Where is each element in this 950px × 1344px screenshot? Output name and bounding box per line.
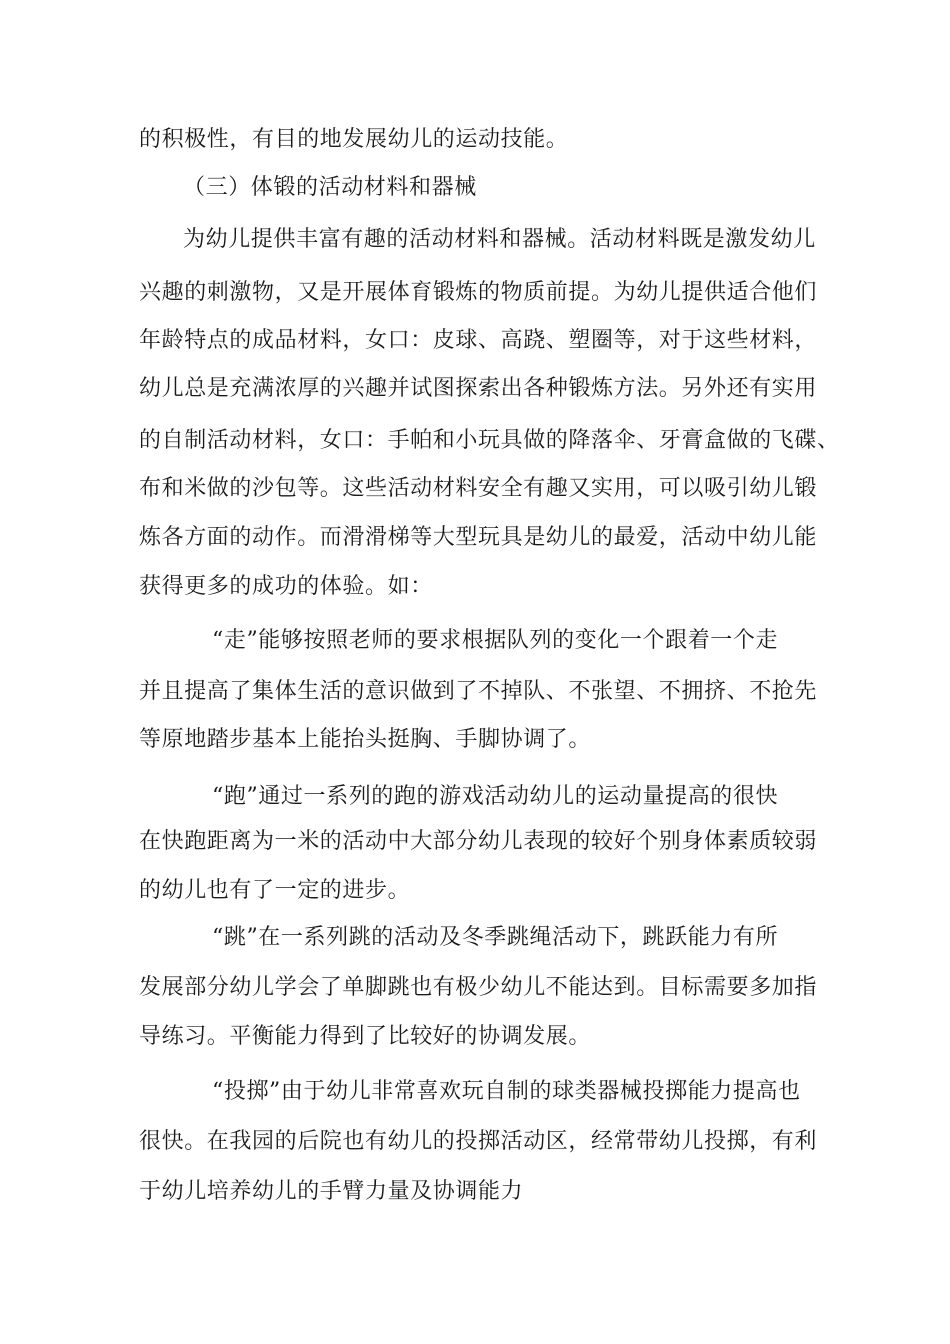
text-line: 的自制活动材料，女口：手帕和小玩具做的降落伞、牙膏盒做的飞碟、 [139,428,840,453]
text-line: 兴趣的刺激物，又是开展体育锻炼的物质前提。为幼儿提供适合他们 [139,280,818,305]
text-line: 为幼儿提供丰富有趣的活动材料和器械。活动材料既是激发幼儿 [183,227,816,252]
text-line: “走”能够按照老师的要求根据队列的变化一个跟着一个走 [212,628,779,653]
text-line: “投掷”由于幼儿非常喜欢玩自制的球类器械投掷能力提高也 [212,1079,801,1104]
text-line: 年龄特点的成品材料，女口：皮球、高跷、塑圈等，对于这些材料， [139,328,818,353]
text-line: 很快。在我园的后院也有幼儿的投掷活动区，经常带幼儿投掷，有利 [139,1129,818,1154]
text-line: 等原地踏步基本上能抬头挺胸、手脚协调了。 [139,727,592,752]
text-line: 获得更多的成功的体验。如： [139,574,433,599]
section-heading: （三）体锻的活动材料和器械 [183,175,477,200]
text-line: 的积极性，有目的地发展幼儿的运动技能。 [139,127,569,152]
text-line: 于幼儿培养幼儿的手臂力量及协调能力 [139,1179,524,1204]
text-line: 布和米做的沙包等。这些活动材料安全有趣又实用，可以吸引幼儿锻 [139,476,818,501]
text-line: 炼各方面的动作。而滑滑梯等大型玩具是幼儿的最爱，活动中幼儿能 [139,525,818,550]
text-line: 在快跑距离为一米的活动中大部分幼儿表现的较好个别身体素质较弱 [139,829,818,854]
text-line: 幼儿总是充满浓厚的兴趣并试图探索出各种锻炼方法。另外还有实用 [139,376,818,401]
text-line: 导练习。平衡能力得到了比较好的协调发展。 [139,1024,592,1049]
text-line: 并且提高了集体生活的意识做到了不掉队、不张望、不拥挤、不抢先 [139,679,818,704]
text-line: 发展部分幼儿学会了单脚跳也有极少幼儿不能达到。目标需要多加指 [139,975,818,1000]
text-line: “跑”通过一系列的跑的游戏活动幼儿的运动量提高的很快 [212,784,779,809]
text-line: “跳”在一系列跳的活动及冬季跳绳活动下，跳跃能力有所 [212,925,779,950]
text-line: 的幼儿也有了一定的进步。 [139,878,411,903]
